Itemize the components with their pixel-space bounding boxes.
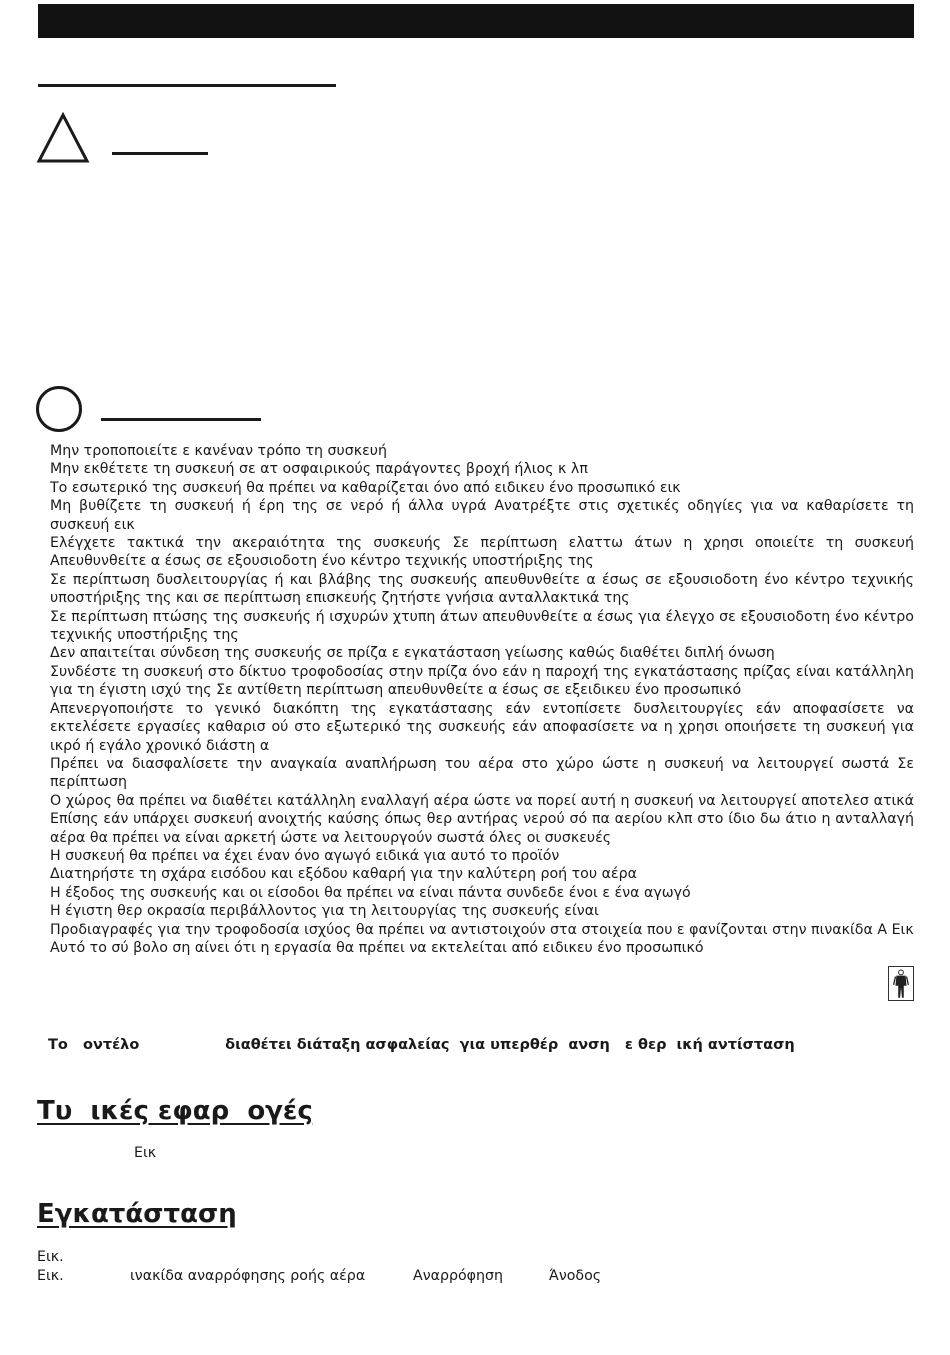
list-item: Σε περίπτωση πτώσης της συσκευής ή ισχυρών χτυπη άτων απευθυνθείτε α έσως για έλεγχο σε εξουσιοδοτη ένο κέντρο τεχνικής υποστήριξης της: [50, 608, 914, 644]
qualified-technician-icon: [888, 966, 914, 1001]
list-item: Μην τροποποιείτε ε κανέναν τρόπο τη συσκευή: [50, 443, 387, 459]
list-item: Συνδέστε τη συσκευή στο δίκτυο τροφοδοσίας στην πρίζα όνο εάν η παροχή της εγκατάστασης πρίζας είναι κατάλληλη για τη έγιστη ισχύ της Σε αντίθετη περίπτωση απευθυνθείτε α έσως σε εξειδικευ ένο προσωπικό: [50, 663, 914, 699]
list-item: Απενεργοποιήστε το γενικό διακόπτη της εγκατάστασης εάν εντοπίσετε δυσλειτουργίες εάν αποφασίσετε να εκτελέσετε εργασίες καθαρισ ού στο εξωτερικό της συσκευής εάν αποφασίσετε να η χρησι οποιήσετε τη συσκευή για ικρό ή εγάλο χρονικό διάστη α: [50, 700, 914, 754]
warning-triangle-icon: [36, 112, 90, 164]
section-title-rule: [38, 84, 336, 87]
list-item: Ο χώρος θα πρέπει να διαθέτει κατάλληλη εναλλαγή αέρα ώστε να πορεί αυτή η συσκευή να λειτουργεί αποτελεσ ατικά Επίσης εάν υπάρχει συσκευή ανοιχτής καύσης όπως θερ αντήρας νερού σό πα αερίου κλπ στο ίδιο δω άτιο η ανταλλαγή αέρα θα πρέπει να είναι αρκετή ώστε να λειτουργούν σωστά όλες οι συσκευές: [50, 792, 914, 846]
list-item: Σε περίπτωση δυσλειτουργίας ή και βλάβης της συσκευής απευθυνθείτε α έσως σε εξουσιοδοτη ένο κέντρο τεχνικής υποστήριξης της και σε περίπτωση επισκευής ζητήστε γνήσια ανταλλακτικά της: [50, 571, 914, 607]
prohibition-title-rule: [101, 418, 261, 421]
list-item: Προδιαγραφές για την τροφοδοσία ισχύος θα πρέπει να αντιστοιχούν στα στοιχεία που ε φανίζονται στην πινακίδα Α Εικ: [50, 921, 914, 938]
list-item: Μη βυθίζετε τη συσκευή ή έρη της σε νερό ή άλλα υγρά Ανατρέξτε στις σχετικές οδηγίες για να καθαρίσετε τη συσκευή εικ: [50, 498, 914, 533]
installation-figure-ref-2: Εικ.: [37, 1268, 64, 1284]
intake-label: Αναρρόφηση: [413, 1268, 504, 1284]
list-item: Διατηρήστε τη σχάρα εισόδου και εξόδου καθαρή για την καλύτερη ροή του αέρα: [50, 866, 637, 883]
list-item: Η έγιστη θερ οκρασία περιβάλλοντος για τη λειτουργίας της συσκευής είναι: [50, 903, 599, 920]
list-item: Μην εκθέτετε τη συσκευή σε ατ οσφαιρικούς παράγοντες βροχή ήλιος κ λπ: [50, 461, 588, 478]
safety-instructions-list: [50, 442, 914, 957]
typical-applications-figure-ref: Εικ: [134, 1145, 157, 1161]
typical-applications-heading: Τυ ικές εφαρ ογές: [37, 1096, 313, 1126]
list-item: Πρέπει να διασφαλίσετε την αναγκαία αναπλήρωση του αέρα στο χώρο ώστε η συσκευή να λειτουργεί σωστά Σε περίπτωση: [50, 755, 914, 791]
list-item: Ελέγχετε τακτικά την ακεραιότητα της συσκευής Σε περίπτωση ελαττω άτων η χρησι οποιείτε τη συσκευή Απευθυνθείτε α έσως σε εξουσιοδοτη ένο κέντρο τεχνικής υποστήριξης της: [50, 535, 914, 570]
list-item: Η συσκευή θα πρέπει να έχει έναν όνο αγωγό ειδικά για αυτό το προϊόν: [50, 847, 560, 864]
model-safety-note: Το οντέλο διαθέτει διάταξη ασφαλείας για υπερθέρ ανση ε θερ ική αντίσταση: [48, 1037, 795, 1053]
list-item: Η έξοδος της συσκευής και οι είσοδοι θα πρέπει να είναι πάντα συνδεδε ένοι ε ένα αγωγό: [50, 884, 691, 901]
installation-figure-ref: Εικ.: [37, 1249, 64, 1265]
prohibition-circle-icon: [36, 386, 82, 432]
warning-title-rule: [112, 152, 208, 155]
installation-heading: Εγκατάσταση: [37, 1199, 237, 1229]
list-item: Το εσωτερικό της συσκευή θα πρέπει να καθαρίζεται όνο από ειδικευ ένο προσωπικό εικ: [50, 479, 681, 496]
list-item: Αυτό το σύ βολο ση αίνει ότι η εργασία θα πρέπει να εκτελείται από ειδικευ ένο προσωπικό: [50, 939, 704, 956]
list-item: Δεν απαιτείται σύνδεση της συσκευής σε πρίζα ε εγκατάσταση γείωσης καθώς διαθέτει διπλή όνωση: [50, 645, 775, 662]
header-bar: [38, 4, 914, 38]
airflow-plate-label: ινακίδα αναρρόφησης ροής αέρα: [130, 1268, 366, 1284]
outlet-label: Άνοδος: [549, 1268, 602, 1284]
